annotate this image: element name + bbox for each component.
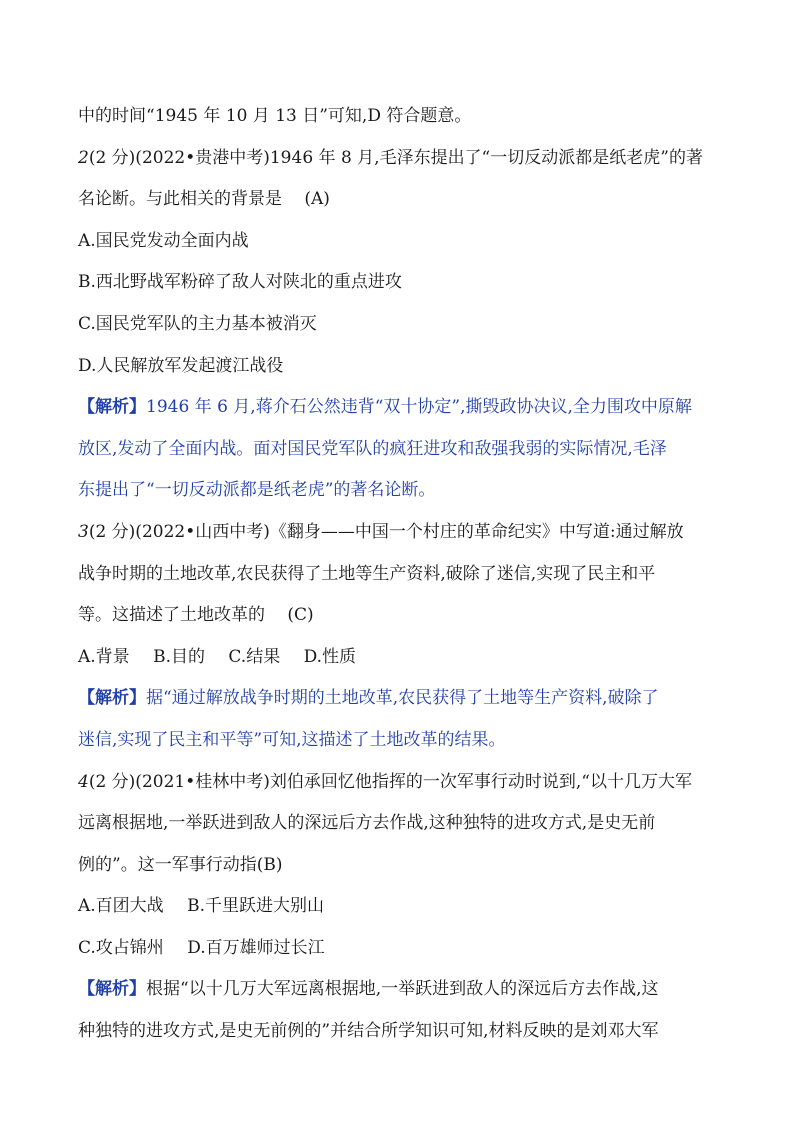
question-text: (2 分)(2022•贵港中考)1946 年 8 月,毛泽东提出了“一切反动派都是纸老虎”的著 — [88, 147, 703, 168]
analysis-3-line-1 — [78, 678, 718, 720]
question-3-line-2 — [78, 554, 718, 596]
analysis-text: 据“通过解放战争时期的土地改革,农民获得了土地等生产资料,破除了 — [146, 688, 659, 709]
question-4-line-3 — [78, 845, 718, 887]
question-2-option-d — [78, 346, 718, 388]
analysis-label: 【解析】 — [78, 688, 146, 709]
question-2-option-c — [78, 304, 718, 346]
question-2-option-a — [78, 221, 718, 263]
analysis-text: 根据“以十几万大军远离根据地,一举跃进到敌人的深远后方去作战,这 — [146, 979, 659, 1000]
analysis-4-line-1 — [78, 969, 718, 1011]
option-d: D.性质 — [303, 646, 357, 667]
option-d: D.百万雄师过长江 — [187, 937, 325, 958]
question-3-options — [78, 637, 718, 679]
analysis-text: 迷信,实现了民主和平等”可知,这描述了土地改革的结果。 — [78, 729, 506, 750]
question-number: 4 — [78, 771, 89, 792]
question-number: 2 — [78, 147, 89, 168]
answer-text: 中的时间“1945 年 10 月 13 日”可知,D 符合题意。 — [78, 106, 472, 126]
option-text: D.人民解放军发起渡江战役 — [78, 355, 284, 376]
analysis-2-line-2 — [78, 429, 718, 471]
option-text: B.西北野战军粉碎了敌人对陕北的重点进攻 — [78, 272, 402, 293]
answer-continuation — [78, 96, 718, 138]
option-b: B.千里跃进大别山 — [187, 896, 324, 917]
question-text: 远离根据地,一举跃进到敌人的深远后方去作战,这种独特的进攻方式,是史无前 — [78, 813, 656, 834]
analysis-text: 1946 年 6 月,蒋介石公然违背“双十协定”,撕毁政协决议,全力围攻中原解 — [146, 397, 692, 418]
analysis-text: 种独特的进攻方式,是史无前例的”并结合所学知识可知,材料反映的是刘邓大军 — [78, 1021, 659, 1042]
option-c: C.攻占锦州 — [78, 937, 164, 958]
question-text: (2 分)(2022•山西中考)《翻身——中国一个村庄的革命纪实》中写道:通过解放 — [88, 521, 684, 542]
option-text: A.国民党发动全面内战 — [78, 230, 249, 251]
analysis-2-line-3 — [78, 470, 718, 512]
question-text: (2 分)(2021•桂林中考)刘伯承回忆他指挥的一次军事行动时说到,“以十几万大军 — [88, 771, 692, 792]
question-4-line-1 — [78, 762, 718, 804]
question-3-line-3 — [78, 595, 718, 637]
question-number: 3 — [78, 521, 89, 542]
analysis-2-line-1 — [78, 387, 718, 429]
option-c: C.结果 — [228, 646, 281, 667]
analysis-4-line-2 — [78, 1011, 718, 1053]
analysis-text: 东提出了“一切反动派都是纸老虎”的著名论断。 — [78, 480, 436, 501]
question-text: 等。这描述了土地改革的 (C) — [78, 605, 314, 626]
question-2-line-2 — [78, 179, 718, 221]
analysis-label: 【解析】 — [78, 979, 146, 1000]
option-a: A.百团大战 — [78, 896, 164, 917]
analysis-label: 【解析】 — [78, 397, 146, 418]
question-2-option-b — [78, 262, 718, 304]
question-text: 例的”。这一军事行动指(B) — [78, 854, 283, 875]
document-page — [78, 96, 718, 1053]
analysis-text: 放区,发动了全面内战。面对国民党军队的疯狂进攻和敌强我弱的实际情况,毛泽 — [78, 438, 667, 459]
question-3-line-1 — [78, 512, 718, 554]
question-2-line-1 — [78, 138, 718, 180]
question-4-options-row-2 — [78, 928, 718, 970]
analysis-3-line-2 — [78, 720, 718, 762]
question-text: 战争时期的土地改革,农民获得了土地等生产资料,破除了迷信,实现了民主和平 — [78, 563, 656, 584]
question-4-options-row-1 — [78, 886, 718, 928]
option-a: A.背景 — [78, 646, 130, 667]
question-4-line-2 — [78, 803, 718, 845]
option-text: C.国民党军队的主力基本被消灭 — [78, 313, 317, 334]
question-text: 名论断。与此相关的背景是 (A) — [78, 189, 330, 210]
option-b: B.目的 — [153, 646, 205, 667]
